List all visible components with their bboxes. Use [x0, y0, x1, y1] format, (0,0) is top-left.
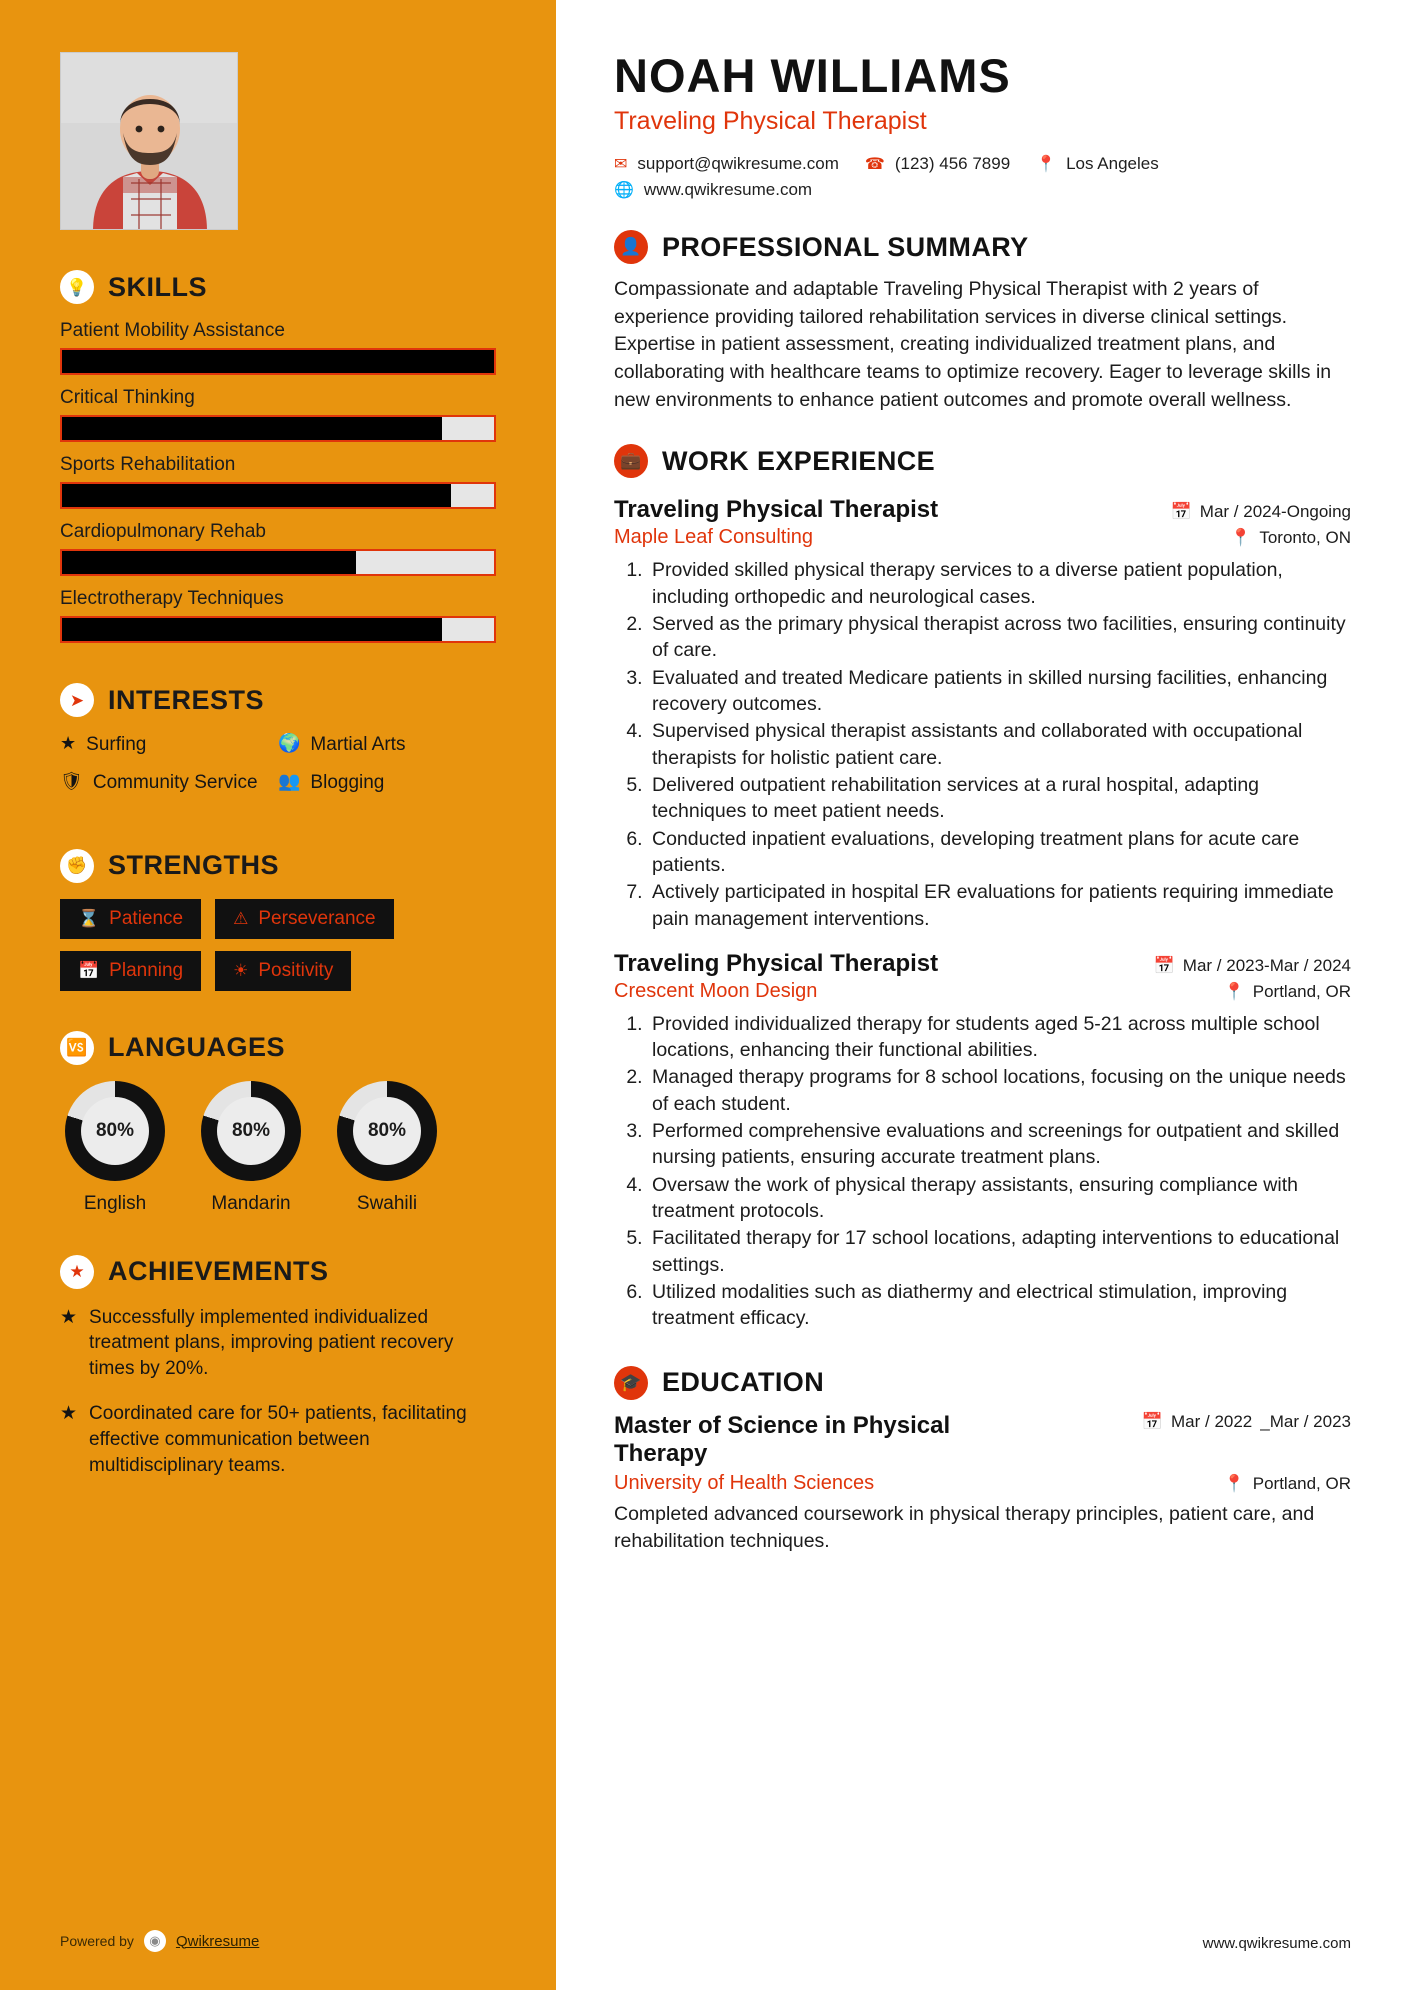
map-pin-icon: 📍: [1036, 156, 1057, 173]
achievement-text: Coordinated care for 50+ patients, facilitating effective communication between multidisciplinary teams.: [89, 1403, 467, 1476]
avatar: [60, 52, 238, 230]
education-description: Completed advanced coursework in physical therapy principles, patient care, and rehabilitation techniques.: [614, 1503, 1315, 1553]
skill-bar: [60, 549, 496, 576]
language-item: [332, 1081, 442, 1215]
globe-icon: 🌐: [614, 182, 634, 199]
work-bullet: 5. Delivered outpatient rehabilitation services at a rural hospital, adapting techniques to meet patient needs.: [648, 772, 1351, 825]
qwikresume-brand-link[interactable]: Qwikresume: [175, 1932, 260, 1950]
work-date: [1171, 502, 1351, 522]
interest-item: [60, 771, 278, 795]
map-pin-icon: 📍: [1223, 1474, 1245, 1494]
section-achievements: [60, 1255, 496, 1479]
interests-title: INTERESTS: [108, 684, 265, 715]
work-job-title: Traveling Physical Therapist: [614, 949, 939, 977]
contact-location: [1036, 154, 1159, 174]
work-bullet: 1. Provided individualized therapy for students aged 5-21 across multiple school locations, enhancing their functional abilities.: [648, 1011, 1351, 1064]
achievements-heading: [60, 1255, 496, 1289]
strength-item: [215, 899, 393, 939]
calendar-icon: 📅: [1153, 955, 1175, 975]
map-pin-icon: 📍: [1223, 981, 1245, 1001]
work-bullet-list: [614, 557, 1351, 931]
section-skills: [60, 270, 496, 643]
education-location-value: Portland, OR: [1252, 1474, 1351, 1494]
section-professional-summary: [614, 230, 1351, 414]
sun-icon: ☀: [233, 960, 249, 980]
interest-label: Surfing: [86, 734, 147, 755]
section-education: [614, 1366, 1351, 1556]
interest-item: [278, 733, 496, 757]
language-percent: 80%: [353, 1097, 421, 1165]
footer-website: www.qwikresume.com: [1202, 1935, 1351, 1952]
work-bullet: 3. Performed comprehensive evaluations and screenings for outpatient and skilled nursing patients, ensuring accurate treatment plans.: [648, 1118, 1351, 1171]
summary-text: Compassionate and adaptable Traveling Physical Therapist with 2 years of experience providing tailored rehabilitation services in diverse clinical settings. Expertise in patient assessment, creating individualized treatment plans, and collaborating with healthcare teams to optimize recovery. Eager to leverage skills in new environments to enhance patient outcomes and promote overall wellness.: [614, 278, 1332, 411]
calendar-icon: 📅: [78, 960, 100, 980]
contact-email-value: support@qwikresume.com: [637, 154, 839, 173]
work-bullet: 5. Facilitated therapy for 17 school locations, adapting interventions to educational settings.: [648, 1225, 1351, 1278]
warning-icon: ⚠: [233, 908, 249, 928]
badge-star-icon: ★: [60, 1255, 94, 1289]
calendar-icon: 📅: [1141, 1411, 1163, 1431]
interests-heading: [60, 683, 496, 717]
languages-title: LANGUAGES: [108, 1032, 286, 1062]
strength-label: Perseverance: [258, 907, 376, 929]
work-bullet: 6. Utilized modalities such as diathermy and electrical stimulation, improving treatment efficacy.: [648, 1279, 1351, 1332]
section-work-experience: [614, 444, 1351, 1331]
education-dates: [1142, 1412, 1351, 1432]
star-badge-icon: ★: [60, 1306, 78, 1328]
contact-location-value: Los Angeles: [1066, 154, 1159, 173]
interest-label: Community Service: [92, 771, 258, 793]
work-heading: [614, 444, 1351, 478]
work-entry-header: [614, 950, 1351, 978]
interest-item: [60, 733, 278, 757]
language-progress-ring: [201, 1081, 301, 1181]
skill-label: Cardiopulmonary Rehab: [60, 521, 266, 542]
education-heading: [614, 1366, 1351, 1400]
work-entry-subheader: [614, 980, 1351, 1003]
contact-row: [614, 154, 1351, 174]
language-name: English: [83, 1192, 147, 1214]
work-date-value: Mar / 2023-Mar / 2024: [1182, 955, 1351, 975]
globe-icon: 🌍: [278, 733, 301, 753]
strengths-heading: [60, 849, 496, 883]
contact-row-2: [614, 180, 1351, 200]
summary-heading: [614, 230, 1351, 264]
language-item: [60, 1081, 170, 1215]
strength-item: [60, 899, 201, 939]
work-bullet: 2. Served as the primary physical therapist across two facilities, ensuring continuity of care.: [648, 611, 1351, 664]
strength-label: Patience: [109, 907, 184, 929]
skill-bar: [60, 348, 496, 375]
section-strengths: [60, 849, 496, 991]
contact-phone[interactable]: [865, 154, 1010, 174]
skill-bar-fill: [62, 417, 442, 440]
calendar-icon: 📅: [1170, 502, 1192, 522]
work-entry-header: [614, 496, 1351, 524]
work-bullet: 7. Actively participated in hospital ER evaluations for patients requiring immediate pain management interventions.: [648, 879, 1351, 932]
work-location: [1230, 528, 1351, 548]
strength-item: [215, 951, 351, 991]
work-entry-subheader: [614, 526, 1351, 549]
work-bullet: 3. Evaluated and treated Medicare patients in skilled nursing facilities, enhancing recovery outcomes.: [648, 665, 1351, 718]
work-bullet: 6. Conducted inpatient evaluations, developing treatment plans for acute care patients.: [648, 826, 1351, 879]
phone-icon: ☎: [864, 156, 885, 173]
language-percent: 80%: [81, 1097, 149, 1165]
skill-label: Electrotherapy Techniques: [60, 588, 284, 609]
graduation-cap-icon: 🎓: [614, 1366, 648, 1400]
interest-label: Martial Arts: [310, 734, 406, 755]
strength-label: Planning: [109, 959, 184, 981]
work-bullet: 2. Managed therapy programs for 8 school locations, focusing on the unique needs of each student.: [648, 1064, 1351, 1117]
skill-bar-fill: [62, 350, 494, 373]
language-progress-ring: [65, 1081, 165, 1181]
strengths-title: STRENGTHS: [108, 850, 280, 880]
skill-bar-fill: [62, 618, 442, 641]
contact-website[interactable]: [614, 180, 812, 200]
star-icon: ★: [60, 733, 77, 753]
work-bullet: 4. Oversaw the work of physical therapy assistants, ensuring compliance with treatment protocols.: [648, 1172, 1351, 1225]
main-content: [556, 0, 1407, 1990]
user-icon: 👤: [614, 230, 648, 264]
work-bullet-list: [614, 1011, 1351, 1332]
work-experience-entry: [614, 950, 1351, 1332]
star-badge-icon: ★: [60, 1403, 78, 1425]
summary-title: PROFESSIONAL SUMMARY: [662, 231, 1029, 262]
work-date-value: Mar / 2024-Ongoing: [1199, 502, 1351, 522]
language-name: Swahili: [356, 1192, 418, 1214]
people-icon: 👥: [278, 770, 301, 791]
languages-heading: [60, 1031, 496, 1065]
skill-bar: [60, 415, 496, 442]
achievement-item: [60, 1305, 496, 1382]
fist-icon: ✊: [60, 849, 94, 883]
bulb-icon: 💡: [60, 270, 94, 304]
hourglass-icon: ⌛: [78, 908, 100, 928]
interest-label: Blogging: [310, 771, 385, 793]
envelope-icon: ✉: [614, 156, 628, 173]
powered-by-label: Powered by: [60, 1933, 134, 1949]
work-experience-entry: [614, 496, 1351, 931]
work-company: Maple Leaf Consulting: [614, 526, 814, 549]
work-location-value: Toronto, ON: [1259, 528, 1351, 548]
language-progress-ring: [337, 1081, 437, 1181]
work-bullet: 4. Supervised physical therapist assistants and collaborated with occupational therapists for holistic patient care.: [648, 718, 1351, 771]
education-entry: [614, 1412, 1351, 1556]
skills-title: SKILLS: [108, 271, 208, 302]
skill-bar-fill: [62, 484, 451, 507]
work-date: [1154, 956, 1351, 976]
contact-website-value: www.qwikresume.com: [643, 180, 813, 199]
education-date-start: Mar / 2022: [1171, 1411, 1253, 1431]
language-item: [196, 1081, 306, 1215]
sidebar: [0, 0, 556, 1990]
achievement-item: [60, 1401, 496, 1478]
interest-item: [278, 771, 496, 795]
education-title: EDUCATION: [662, 1367, 825, 1398]
work-location-value: Portland, OR: [1252, 981, 1351, 1001]
education-entry-subheader: [614, 1472, 1351, 1495]
powered-by: [60, 1930, 259, 1952]
skills-heading: [60, 270, 496, 304]
skill-bar: [60, 616, 496, 643]
language-name: Mandarin: [211, 1192, 291, 1214]
contact-phone-value: (123) 456 7899: [894, 154, 1011, 173]
work-title: WORK EXPERIENCE: [662, 445, 936, 476]
paper-plane-icon: ➤: [60, 683, 94, 717]
skill-label: Critical Thinking: [60, 387, 195, 408]
work-company: Crescent Moon Design: [614, 979, 818, 1002]
education-school: University of Health Sciences: [614, 1472, 875, 1495]
skill-bar-fill: [62, 551, 356, 574]
strength-item: [60, 951, 201, 991]
skill-label: Sports Rehabilitation: [60, 454, 236, 475]
work-location: [1224, 982, 1351, 1002]
achievements-title: ACHIEVEMENTS: [108, 1256, 329, 1286]
briefcase-icon: 💼: [614, 444, 648, 478]
work-bullet: 1. Provided skilled physical therapy services to a diverse patient population, including orthopedic and neurological cases.: [648, 557, 1351, 610]
skill-label: Patient Mobility Assistance: [60, 320, 285, 341]
education-date-end: _Mar / 2023: [1260, 1411, 1351, 1431]
id-card-icon: 🆚: [60, 1031, 94, 1065]
section-interests: [60, 683, 496, 809]
job-role-subtitle: Traveling Physical Therapist: [614, 107, 927, 135]
language-percent: 80%: [217, 1097, 285, 1165]
education-degree: Master of Science in Physical Therapy: [614, 1411, 951, 1467]
page-title: NOAH WILLIAMS: [614, 49, 1011, 102]
map-pin-icon: 📍: [1230, 528, 1252, 548]
section-languages: [60, 1031, 496, 1215]
work-job-title: Traveling Physical Therapist: [614, 496, 939, 524]
skill-bar: [60, 482, 496, 509]
education-entry-header: [614, 1412, 1351, 1469]
shield-icon: 🛡: [60, 770, 83, 791]
contact-email[interactable]: [614, 154, 839, 174]
education-location: [1224, 1474, 1351, 1494]
qwikresume-logo-icon: ◉: [144, 1930, 166, 1952]
strength-label: Positivity: [258, 959, 334, 981]
achievement-text: Successfully implemented individualized treatment plans, improving patient recovery times by 20%.: [89, 1306, 454, 1379]
